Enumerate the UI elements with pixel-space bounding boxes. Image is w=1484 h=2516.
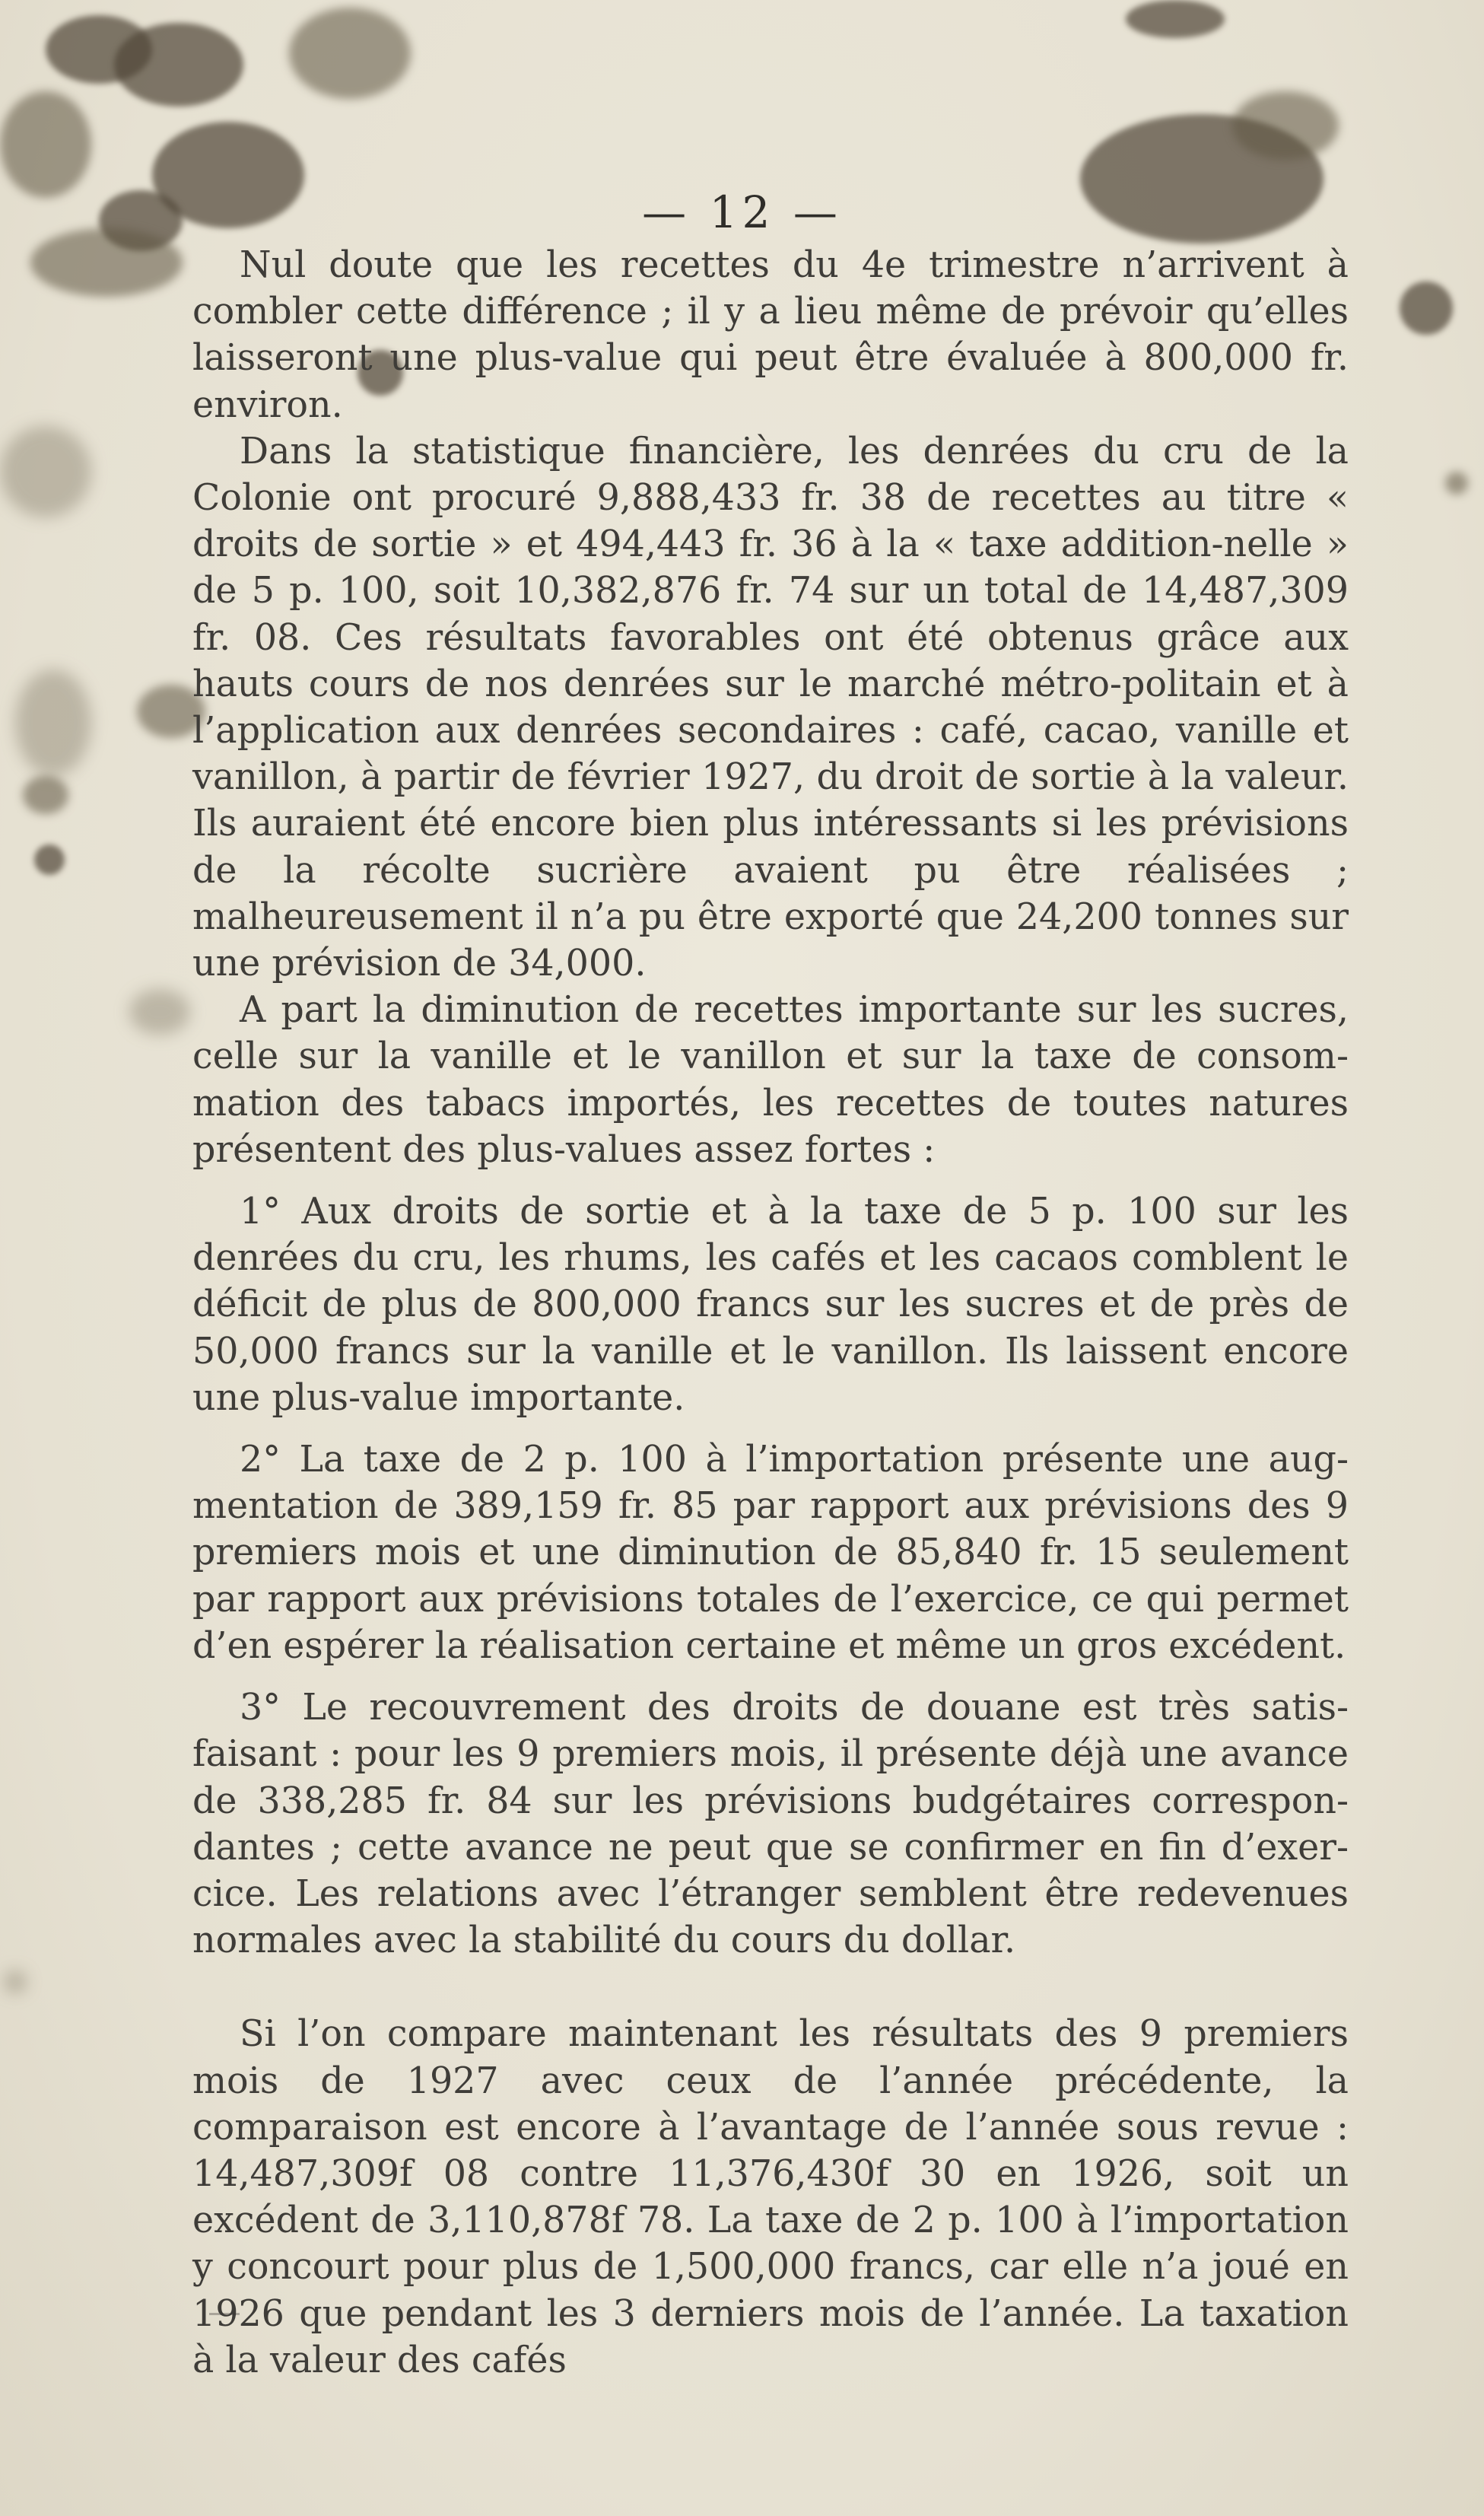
stain-mark — [1445, 472, 1468, 495]
paragraph: 1° Aux droits de sortie et à la taxe de 5 p. 100 sur les denrées du cru, les rhums, les cafés et les cacaos comblent le déficit de plus de 800,000 francs sur les sucres et de près de 50,000 francs sur la vanille et le vanillon. Ils laissent encore une plus-value importante. — [192, 1191, 1349, 1419]
body-text — [192, 242, 1349, 2384]
stain-mark — [4, 1970, 27, 1993]
stain-mark — [15, 670, 91, 776]
paragraph: Nul doute que les recettes du 4e trimestre n’arrivent à combler cette différence ; il y a lieu même de prévoir qu’elles laisseront une plus-value qui peut être évaluée à 800,000 fr. environ. — [192, 244, 1349, 426]
paragraph: 3° Le recouvrement des droits de douane est très satis-faisant : pour les 9 premiers mois, il présente déjà une avance de 338,285 fr. 84 sur les prévisions budgétaires correspon-dantes ; cette avance ne peut que se confirmer en fin d’exer-cice. Les relations avec l’étranger semblent être redevenues normales avec la stabilité du cours du dollar. — [192, 1687, 1349, 1962]
paragraph: A part la diminution de recettes importante sur les sucres, celle sur la vanille et le vanillon et sur la taxe de consom-mation des tabacs importés, les recettes de toutes natures présentent des plus-values assez fortes : — [192, 989, 1349, 1171]
paragraph: Dans la statistique financière, les denrées du cru de la Colonie ont procuré 9,888,433 fr. 38 de recettes au titre « droits de sortie » et 494,443 fr. 36 à la « taxe addition-nelle » de 5 p. 100, soit 10,382,876 fr. 74 sur un total de 14,487,309 fr. 08. Ces résultats favorables ont été obtenus grâce aux hauts cours de nos denrées sur le marché métro-politain et à l’application aux denrées secondaires : café, cacao, vanille et vanillon, à partir de février 1927, du droit de sortie à la valeur. Ils auraient été encore bien plus intéressants si les prévisions de la récolte sucrière avaient pu être réalisées ; malheureusement il n’a pu être exporté que 24,200 tonnes sur une prévision de 34,000. — [192, 430, 1349, 985]
page-number: — 12 — — [642, 186, 842, 238]
stain-mark — [114, 23, 243, 107]
stain-mark — [1232, 91, 1339, 160]
pen-stroke — [209, 2313, 240, 2315]
stain-mark — [1400, 281, 1453, 335]
paragraph: Si l’on compare maintenant les résultats des 9 premiers mois de 1927 avec ceux de l’année précédente, la comparaison est encore à l’avantage de l’année sous revue : 14,487,309f 08 contre 11,376,430f 30 en 1926, soit un excédent de 3,110,878f 78. La taxe de 2 p. 100 à l’importation y concourt pour plus de 1,500,000 francs, car elle n’a joué en 1926 que pendant les 3 derniers mois de l’année. La taxation à la valeur des cafés — [192, 2013, 1349, 2381]
stain-mark — [289, 8, 411, 99]
stain-mark — [34, 844, 65, 875]
stain-mark — [23, 776, 68, 814]
paragraph: 2° La taxe de 2 p. 100 à l’importation présente une aug-mentation de 389,159 fr. 85 par rapport aux prévisions des 9 premiers mois et une diminution de 85,840 fr. 15 seulement par rapport aux prévisions totales de l’exercice, ce qui permet d’en espérer la réalisation certaine et même un gros excédent. — [192, 1439, 1349, 1667]
stain-mark — [0, 91, 91, 198]
stain-mark — [30, 228, 183, 297]
stain-mark — [0, 426, 91, 517]
stain-mark — [129, 989, 190, 1035]
stain-mark — [1126, 0, 1225, 38]
